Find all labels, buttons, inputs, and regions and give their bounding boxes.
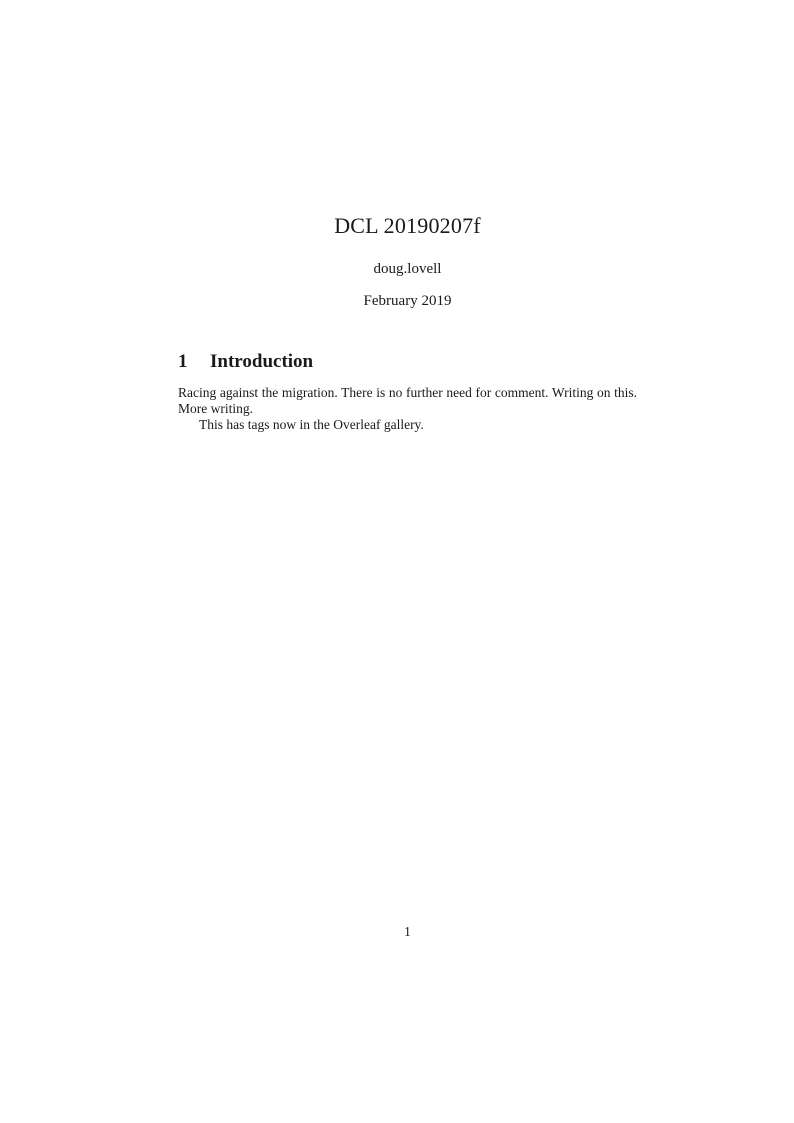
document-date: February 2019 [363, 293, 452, 309]
paragraph: This has tags now in the Overleaf gallery. [199, 417, 424, 433]
page-number: 1 [404, 924, 411, 939]
section-heading [178, 351, 637, 373]
section-body [178, 385, 637, 434]
document-content [178, 0, 637, 434]
section-title: Introduction [210, 351, 314, 372]
document-author: doug.lovell [373, 261, 442, 277]
document-title: DCL 20190207f [334, 213, 481, 238]
section-number: 1 [178, 351, 188, 372]
page-footer [178, 924, 637, 940]
paragraph: Racing against the migration. There is no further need for comment. Writing on this. More writing. [178, 385, 637, 417]
